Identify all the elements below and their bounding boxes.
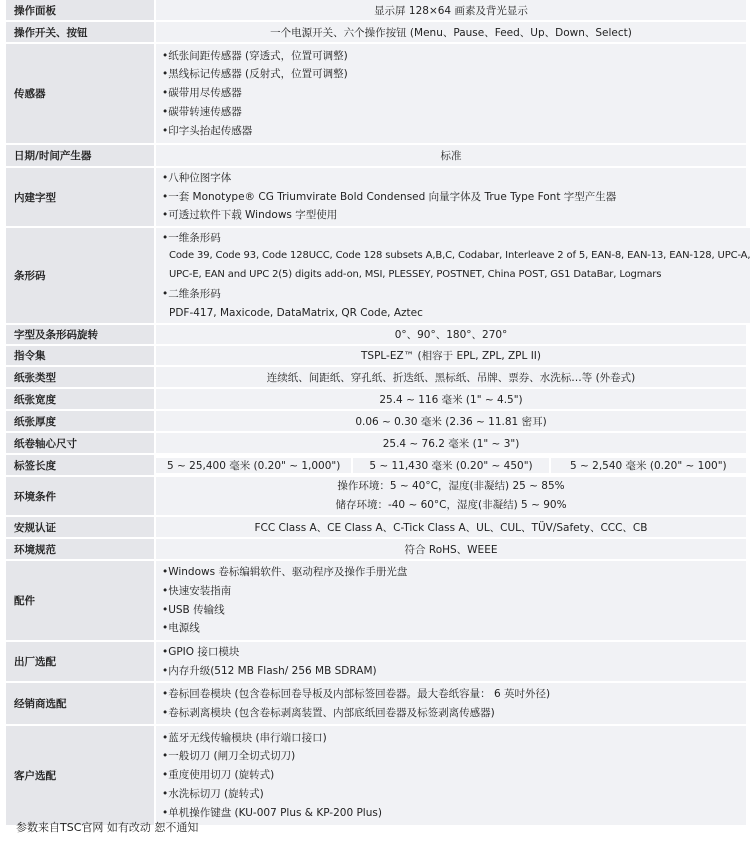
row-label: 纸张厚度 — [6, 411, 154, 431]
list-item: •GPIO 接口模块 — [162, 645, 240, 658]
list-item: UPC-E, EAN and UPC 2(5) digits add-on, MSI, PLESSEY, POSTNET, China POST, GS1 DataBar, Logmars — [169, 269, 662, 281]
footnote: 参数来自TSC官网 如有改动 恕不通知 — [16, 821, 199, 834]
list-item: •印字头抬起传感器 — [162, 124, 253, 137]
list-item: •可透过软件下载 Windows 字型使用 — [162, 209, 338, 222]
row-value: 显示屏 128×64 画素及背光显示 — [156, 0, 746, 20]
list-item: •黑线标记传感器 (反射式，位置可调整) — [162, 68, 348, 81]
row-value: 25.4 ~ 76.2 毫米 (1" ~ 3") — [156, 433, 746, 453]
segment-value: 5 ~ 11,430 毫米 (0.20" ~ 450") — [353, 458, 548, 473]
row-label: 纸张宽度 — [6, 389, 154, 409]
list-item: 操作环境：5 ~ 40°C，湿度(非凝结) 25 ~ 85% — [337, 480, 565, 493]
list-item: •单机操作键盘 (KU-007 Plus & KP-200 Plus) — [162, 806, 382, 819]
spec-row-media-type — [6, 367, 746, 387]
row-value-list — [156, 477, 746, 515]
row-value-list — [156, 228, 750, 323]
row-value-list — [156, 642, 746, 681]
row-value-list — [156, 168, 746, 226]
row-value: 0°、90°、180°、270° — [156, 325, 746, 344]
row-value-list — [156, 44, 746, 143]
list-item: •碳带用尽传感器 — [162, 87, 242, 100]
row-value: TSPL-EZ™ (相容于 EPL, ZPL, ZPL II) — [156, 346, 746, 365]
spec-row-panel — [6, 0, 746, 20]
row-label: 出厂选配 — [6, 642, 154, 681]
list-item: •纸张间距传感器 (穿透式，位置可调整) — [162, 49, 348, 62]
list-item: •内存升级(512 MB Flash/ 256 MB SDRAM) — [162, 664, 377, 677]
spec-row-media-thickness — [6, 411, 746, 431]
row-value: 0.06 ~ 0.30 毫米 (2.36 ~ 11.81 密耳) — [156, 411, 746, 431]
list-item: •蓝牙无线传输模块 (串行端口接口) — [162, 731, 327, 744]
spec-row-factory-options — [6, 642, 746, 681]
segment-value: 5 ~ 25,400 毫米 (0.20" ~ 1,000") — [156, 458, 351, 473]
row-value: FCC Class A、CE Class A、C-Tick Class A、UL、CUL、TÜV/Safety、CCC、CB — [156, 517, 746, 537]
row-value: 连续纸、间距纸、穿孔纸、折迭纸、黑标纸、吊牌、票券、水洗标…等 (外卷式) — [156, 367, 746, 387]
spec-row-compliance — [6, 539, 746, 559]
row-value-segments — [156, 455, 746, 475]
spec-row-media-width — [6, 389, 746, 409]
spec-row-buttons — [6, 22, 746, 42]
list-item: 储存环境：-40 ~ 60°C，湿度(非凝结) 5 ~ 90% — [335, 499, 567, 511]
list-item: •一般切刀 (闸刀全切式切刀) — [162, 750, 296, 763]
row-value: 标准 — [156, 145, 746, 166]
spec-row-environment — [6, 477, 746, 515]
spec-row-accessories — [6, 561, 746, 640]
list-item: •重度使用切刀 (旋转式) — [162, 769, 275, 782]
row-label: 客户选配 — [6, 726, 154, 825]
spec-table — [6, 0, 750, 827]
spec-row-clock — [6, 145, 746, 166]
row-label: 操作开关、按钮 — [6, 22, 154, 42]
row-value-list — [156, 683, 746, 724]
spec-row-label-length — [6, 455, 746, 475]
list-item: •卷标回卷模块 (包含卷标回卷导板及内部标签回卷器。最大卷纸容量： 6 英吋外径) — [162, 687, 551, 700]
row-label: 配件 — [6, 561, 154, 640]
spec-row-rotation — [6, 325, 746, 344]
row-label: 传感器 — [6, 44, 154, 143]
row-label: 安规认证 — [6, 517, 154, 537]
list-item: •卷标剥离模块 (包含卷标剥离装置、内部底纸回卷器及标签剥离传感器) — [162, 706, 495, 719]
spec-row-core-size — [6, 433, 746, 453]
segment-value: 5 ~ 2,540 毫米 (0.20" ~ 100") — [551, 458, 746, 473]
row-label: 条形码 — [6, 228, 154, 323]
row-label: 指令集 — [6, 346, 154, 365]
row-label: 操作面板 — [6, 0, 154, 20]
list-item: •一维条形码 — [162, 231, 221, 244]
row-value: 一个电源开关、六个操作按钮 (Menu、Pause、Feed、Up、Down、Select) — [156, 22, 746, 42]
list-item: •一套 Monotype® CG Triumvirate Bold Condensed 向量字体及 True Type Font 字型产生器 — [162, 190, 617, 203]
row-value-list — [156, 561, 746, 640]
row-label: 经销商选配 — [6, 683, 154, 724]
row-value-list — [156, 726, 746, 825]
row-label: 内建字型 — [6, 168, 154, 226]
spec-row-certification — [6, 517, 746, 537]
spec-row-command-set — [6, 346, 746, 365]
row-label: 日期/时间产生器 — [6, 145, 154, 166]
row-label: 标签长度 — [6, 455, 154, 475]
spec-row-dealer-options — [6, 683, 746, 724]
list-item: •快速安装指南 — [162, 584, 232, 597]
row-label: 纸张类型 — [6, 367, 154, 387]
spec-row-customer-options — [6, 726, 746, 825]
row-label: 环境条件 — [6, 477, 154, 515]
row-value: 符合 RoHS、WEEE — [156, 539, 746, 559]
list-item: Code 39, Code 93, Code 128UCC, Code 128 subsets A,B,C, Codabar, Interleave 2 of 5, EAN-8, EAN-13, EAN-128, UPC-A, — [169, 250, 750, 262]
spec-row-sensors — [6, 44, 746, 143]
list-item: •USB 传输线 — [162, 603, 225, 616]
row-value: 25.4 ~ 116 毫米 (1" ~ 4.5") — [156, 389, 746, 409]
list-item: •电源线 — [162, 622, 200, 635]
row-label: 纸卷轴心尺寸 — [6, 433, 154, 453]
spec-row-fonts — [6, 168, 746, 226]
row-label: 环境规范 — [6, 539, 154, 559]
list-item: •八种位图字体 — [162, 171, 232, 184]
list-item: •Windows 卷标编辑软件、驱动程序及操作手册光盘 — [162, 566, 408, 579]
row-label: 字型及条形码旋转 — [6, 325, 154, 344]
list-item: •二维条形码 — [162, 287, 221, 300]
list-item: PDF-417, Maxicode, DataMatrix, QR Code, Aztec — [169, 306, 423, 319]
list-item: •水洗标切刀 (旋转式) — [162, 787, 264, 800]
list-item: •碳带转速传感器 — [162, 105, 242, 118]
spec-row-barcodes — [6, 228, 750, 323]
